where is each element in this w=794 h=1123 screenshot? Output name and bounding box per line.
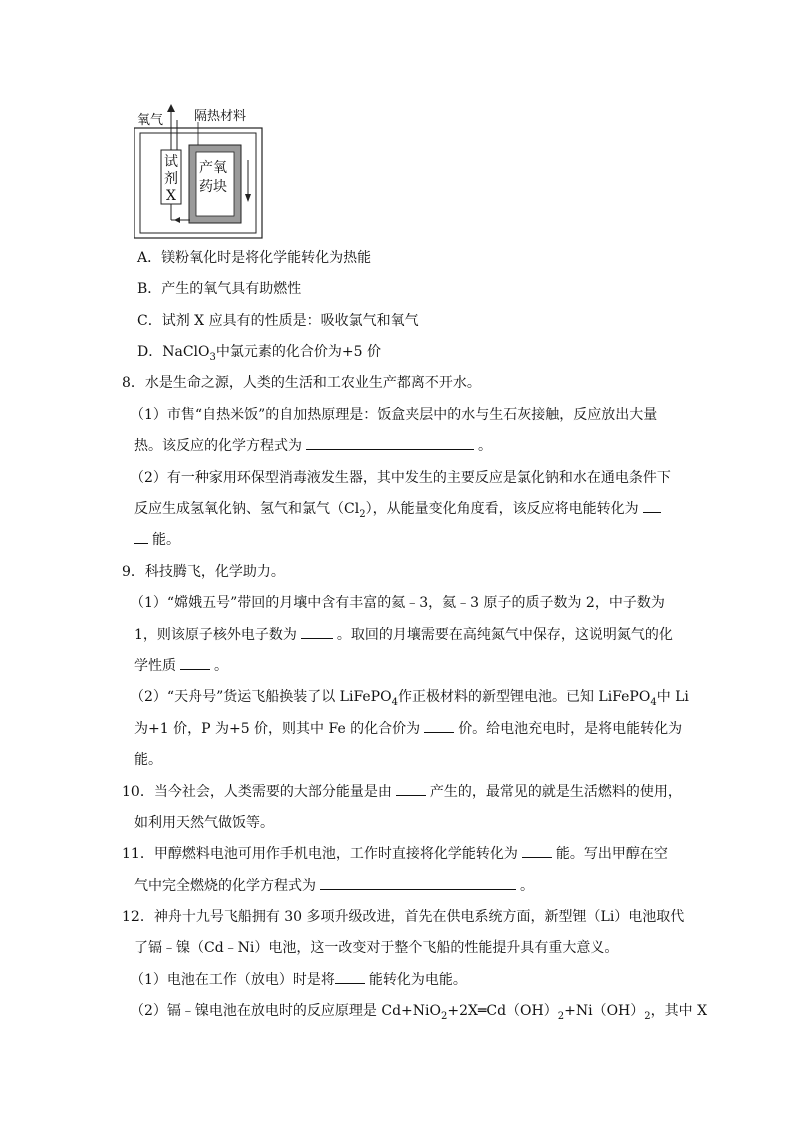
reagent-label-2: 剂: [164, 171, 178, 187]
q12-line2: 了镉﹣镍（Cd﹣Ni）电池，这一改变对于整个飞船的性能提升具有重大意义。: [134, 940, 619, 956]
q9-part2-line1-b: 作正极材料的新型锂电池。已知 LiFePO: [397, 689, 651, 705]
q9-part1-line2-pre: 1，则该原子核外电子数为: [134, 627, 297, 643]
q9-part2-line2-pre: 为+1 价，P 为+5 价，则其中 Fe 的化合价为: [134, 721, 421, 737]
block-label-1: 产氧: [199, 160, 227, 176]
answer-blank[interactable]: [301, 625, 333, 639]
answer-blank[interactable]: [180, 656, 210, 670]
q12-line1: 12．神舟十九号飞船拥有 30 多项升级改进，首先在供电系统方面，新型锂（Li）电池取代: [122, 909, 685, 925]
q12-part2: [130, 1001, 707, 1021]
q11-line2-post: 。: [520, 878, 534, 894]
q12-part2-a: （2）镉﹣镍电池在放电时的反应原理是 Cd+NiO: [130, 1003, 441, 1019]
answer-blank[interactable]: [424, 719, 454, 733]
q11-line1: [122, 844, 668, 864]
q8-part2-line1: （2）有一种家用环保型消毒液发生器，其中发生的主要反应是氯化钠和水在通电条件下: [130, 470, 671, 486]
q8-stem: 8．水是生命之源，人类的生活和工农业生产都离不开水。: [122, 375, 481, 391]
q11-line1-pre: 11．甲醇燃料电池可用作手机电池，工作时直接将化学能转化为: [122, 846, 518, 862]
q8-part2-line2-pre: 反应生成氢氧化钠、氢气和氯气（Cl: [134, 501, 360, 517]
q8-part1-line2: [134, 436, 492, 456]
q8-part2-line2: [134, 499, 665, 519]
q10-line1: [122, 782, 682, 802]
q8-part2-line3: [134, 530, 180, 550]
oxygen-label: 氧气: [137, 113, 164, 128]
q12-part1-pre: （1）电池在工作（放电）时是将: [130, 972, 335, 988]
q11-line2-pre: 气中完全燃烧的化学方程式为: [134, 878, 316, 894]
answer-blank[interactable]: [134, 530, 148, 544]
q9-part2-line1-a: （2）“天舟号”货运飞船换装了以 LiFePO: [130, 689, 392, 705]
q12-part1-post: 能转化为电能。: [368, 972, 467, 988]
q10-line1-pre: 10．当今社会，人类需要的大部分能量是由: [122, 784, 392, 800]
reagent-label-3: X: [166, 188, 176, 204]
reagent-label-1: 试: [164, 154, 178, 170]
q8-part1-line1: （1）市售“自热米饭”的自加热原理是：饭盒夹层中的水与生石灰接触，反应放出大量: [130, 407, 658, 423]
q12-part2-d: ，其中 X: [650, 1003, 708, 1019]
q8-part2-line2-sub: 2: [359, 508, 366, 520]
q9-part1-line3-post: 。: [214, 658, 228, 674]
q12-part1: [130, 970, 467, 990]
q12-part2-b: +2X═Cd（OH）: [447, 1003, 558, 1019]
q9-part2-line1: [130, 687, 689, 707]
q12-part2-sub3: 2: [644, 1010, 651, 1022]
q9-part2-line1-sub2: 4: [650, 696, 657, 708]
answer-blank[interactable]: [306, 436, 474, 450]
q12-part2-c: +Ni（OH）: [564, 1003, 645, 1019]
answer-blank[interactable]: [335, 970, 365, 984]
q10-line1-post: 产生的，最常见的就是生活燃料的使用，: [429, 784, 682, 800]
answer-blank[interactable]: [396, 782, 426, 796]
q9-part2-line2-post: 价。给电池充电时，是将电能转化为: [458, 721, 683, 737]
option-a: A．镁粉氧化时是将化学能转化为热能: [137, 250, 372, 266]
q9-part1-line1: （1）“嫦娥五号”带回的月壤中含有丰富的氦﹣3，氦﹣3 原子的质子数为 2，中子数为: [130, 595, 665, 611]
q8-part1-line2-pre: 热。该反应的化学方程式为: [134, 438, 302, 454]
option-d: [137, 342, 381, 362]
q9-part2-line1-c: 中 Li: [656, 689, 689, 705]
option-d-sub: 3: [209, 351, 216, 363]
q9-part1-line3: [134, 656, 228, 676]
q9-part1-line2: [134, 625, 673, 645]
option-c: C．试剂 X 应具有的性质是：吸收氯气和氧气: [137, 313, 419, 329]
q10-line2: 如利用天然气做饭等。: [134, 815, 274, 831]
q8-part2-line2-post: ），从能量变化角度看，该反应将电能转化为: [365, 501, 639, 517]
q8-part1-line2-post: 。: [478, 438, 492, 454]
q9-part2-line1-sub1: 4: [391, 696, 398, 708]
q11-line2: [134, 876, 534, 896]
q9-stem: 9．科技腾飞，化学助力。: [122, 564, 285, 580]
answer-blank[interactable]: [522, 844, 552, 858]
answer-blank[interactable]: [320, 876, 516, 890]
q8-part2-line3-text: 能。: [152, 532, 180, 548]
q11-line1-post: 能。写出甲醇在空: [555, 846, 668, 862]
option-d-post: 中氯元素的化合价为+5 价: [215, 344, 381, 360]
q12-part2-sub2: 2: [557, 1010, 565, 1022]
q12-part2-sub1: 2: [440, 1010, 448, 1022]
q9-part2-line3: 能。: [134, 752, 162, 768]
q9-part1-line3-pre: 学性质: [134, 658, 176, 674]
q9-part2-line2: [134, 719, 682, 739]
answer-blank[interactable]: [643, 499, 661, 513]
option-b: B．产生的氧气具有助燃性: [137, 281, 302, 297]
q9-part1-line2-post: 。取回的月壤需要在高纯氮气中保存，这说明氮气的化: [336, 627, 673, 643]
option-d-pre: D．NaClO: [137, 344, 210, 360]
block-label-2: 药块: [199, 179, 227, 195]
oxygen-generator-diagram: [134, 100, 266, 240]
insulation-label: 隔热材料: [194, 109, 247, 124]
